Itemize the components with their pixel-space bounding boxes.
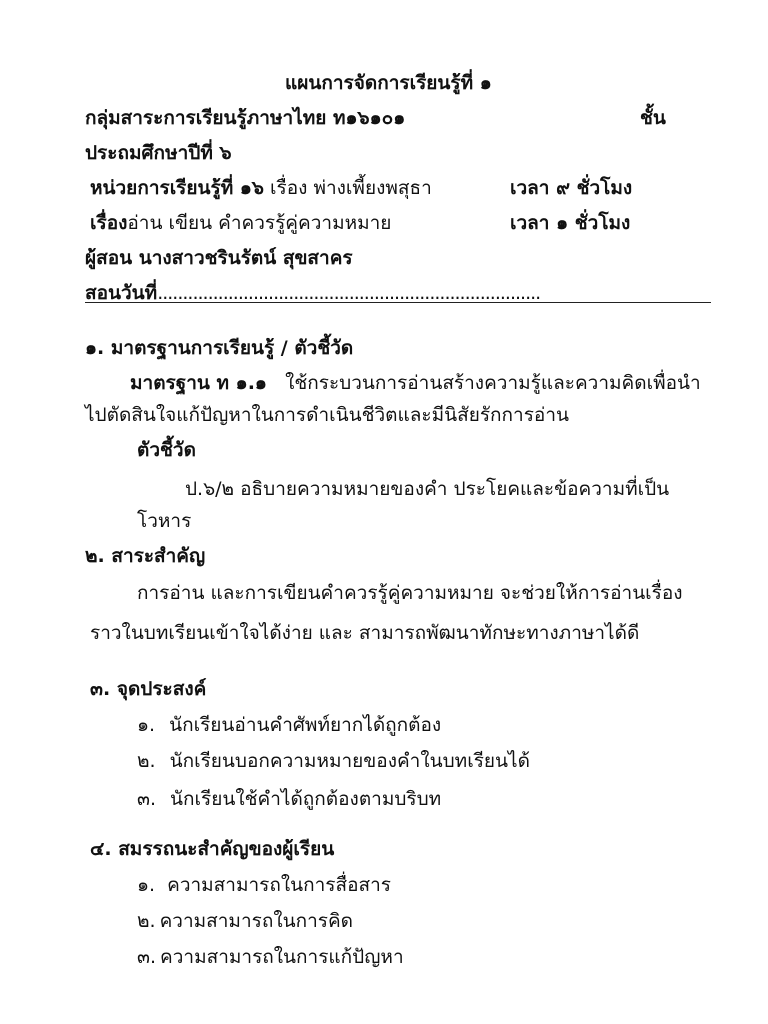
unit-time: เวลา ๙ ชั่วโมง	[510, 177, 633, 199]
objective-text: นักเรียนอ่านคำศัพท์ยากได้ถูกต้อง	[169, 714, 442, 736]
indicator-text-2: โวหาร	[137, 510, 192, 532]
header-divider	[85, 302, 711, 303]
subject-group: กลุ่มสาระการเรียนรู้ภาษาไทย ท๑๖๑๐๑	[85, 107, 406, 129]
competency-number: ๑.	[137, 874, 156, 896]
topic-text: อ่าน เขียน คำควรรู้คู่ความหมาย	[127, 212, 392, 234]
standard-line	[130, 370, 701, 396]
topic-line	[90, 210, 391, 236]
objective-number: ๓.	[137, 788, 157, 810]
objective-item	[137, 748, 530, 774]
section2-heading: ๒. สาระสำคัญ	[85, 545, 206, 567]
document-title: แผนการจัดการเรียนรู้ที่ ๑	[285, 72, 492, 94]
teacher-name: ผู้สอน นางสาวชรินรัตน์ สุขสาคร	[85, 247, 353, 269]
competency-item	[137, 944, 404, 970]
grade-value: ประถมศึกษาปีที่ ๖	[85, 142, 232, 164]
competency-item	[137, 908, 353, 934]
competency-item	[137, 872, 391, 898]
section1-heading: ๑. มาตรฐานการเรียนรู้ / ตัวชี้วัด	[85, 337, 354, 359]
standard-text-1: ใช้กระบวนการอ่านสร้างความรู้และความคิดเพื่อนำ	[285, 372, 701, 394]
topic-label: เรื่อง	[90, 212, 128, 234]
standard-label: มาตรฐาน ท ๑.๑	[130, 372, 267, 394]
indicator-label: ตัวชี้วัด	[137, 439, 196, 461]
objective-number: ๒.	[137, 750, 156, 772]
competency-number: ๒.	[137, 910, 156, 932]
grade-label: ชั้น	[640, 107, 666, 129]
topic-time: เวลา ๑ ชั่วโมง	[510, 212, 631, 234]
section3-heading: ๓. จุดประสงค์	[90, 678, 207, 700]
date-label: สอนวันที่	[85, 282, 158, 304]
section2-text-2: ราวในบทเรียนเข้าใจได้ง่าย และ สามารถพัฒนาทักษะทางภาษาได้ดี	[90, 622, 640, 644]
competency-text: ความสามารถในการแก้ปัญหา	[160, 946, 404, 968]
competency-text: ความสามารถในการคิด	[159, 910, 354, 932]
objective-number: ๑.	[137, 714, 156, 736]
unit-topic: เรื่อง พ่างเพี้ยงพสุธา	[270, 177, 432, 199]
section2-text-1: การอ่าน และการเขียนคำควรรู้คู่ความหมาย จะช่วยให้การอ่านเรื่อง	[137, 582, 683, 604]
indicator-text-1: ป.๖/๒ อธิบายความหมายของคำ ประโยคและข้อความที่เป็น	[185, 478, 670, 500]
objective-text: นักเรียนบอกความหมายของคำในบทเรียนได้	[169, 750, 530, 772]
objective-item	[137, 712, 441, 738]
section4-heading: ๔. สมรรถนะสำคัญของผู้เรียน	[90, 838, 335, 860]
objective-text: นักเรียนใช้คำได้ถูกต้องตามบริบท	[170, 788, 442, 810]
competency-text: ความสามารถในการสื่อสาร	[167, 874, 391, 896]
date-dots: ............................................................................	[157, 282, 541, 304]
unit-line	[90, 175, 432, 201]
competency-number: ๓.	[137, 946, 157, 968]
unit-label: หน่วยการเรียนรู้ที่ ๑๖	[90, 177, 264, 199]
objective-item	[137, 786, 441, 812]
standard-text-2: ไปตัดสินใจแก้ปัญหาในการดำเนินชีวิตและมีนิสัยรักการอ่าน	[85, 404, 569, 426]
